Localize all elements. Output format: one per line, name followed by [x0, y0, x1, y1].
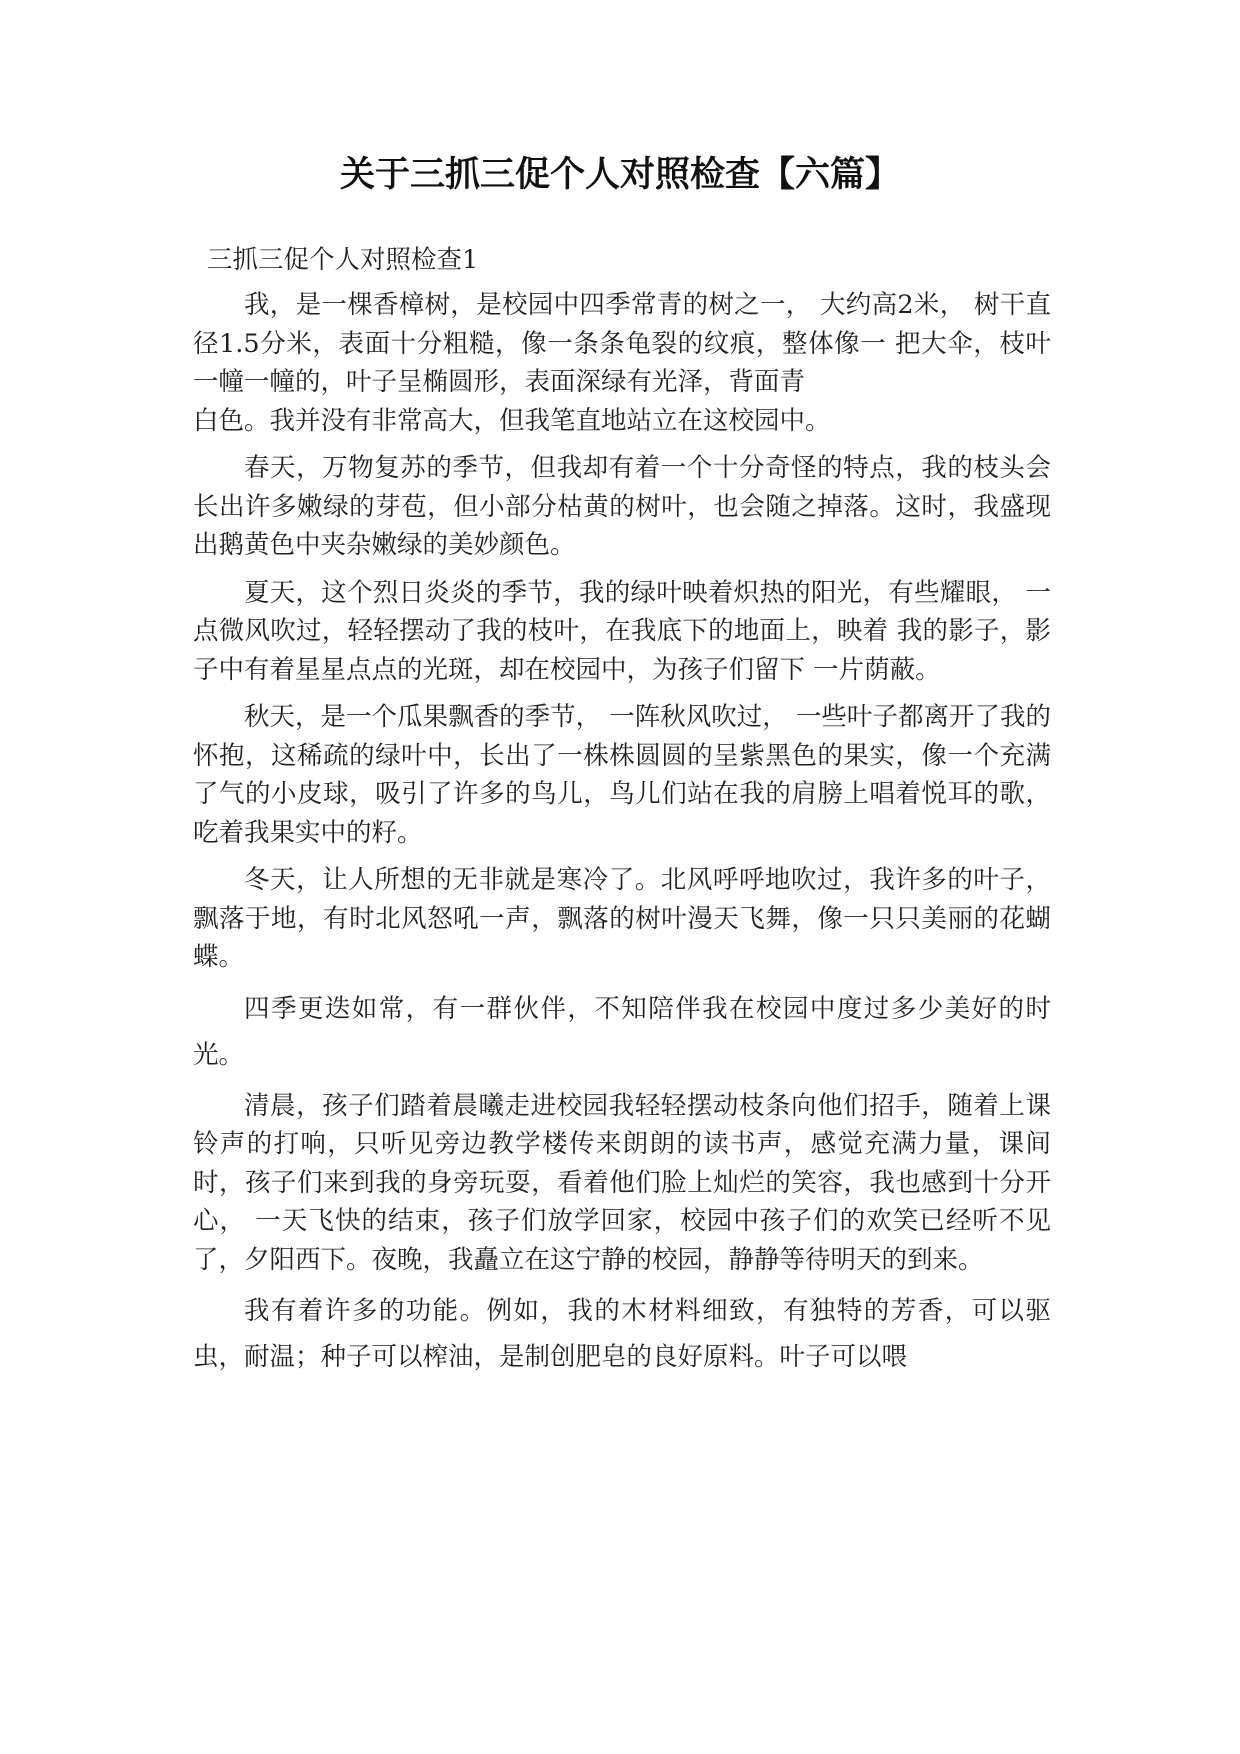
paragraph: 我有着许多的功能。例如，我的木材料细致，有独特的芳香，可以驱虫，耐温；种子可以榨油，是制创肥皂的良好原料。叶子可以喂 — [193, 1296, 1051, 1372]
paragraph: 冬天，让人所想的无非就是寒冷了。北风呼呼地吹过，我许多的叶子，飘落于地，有时北风怒吼一声，飘落的树叶漫天飞舞，像一只只美丽的花蝴蝶。 — [193, 865, 1051, 972]
paragraph: 秋天，是一个瓜果飘香的季节， 一阵秋风吹过， 一些叶子都离开了我的怀抱，这稀疏的绿叶中，长出了一株株圆圆的呈紫黑色的果实，像一个充满了气的小皮球，吸引了许多的鸟儿，鸟儿们站在我的肩膀上唱着悦耳的歌，吃着我果实中的籽。 — [193, 702, 1051, 848]
paragraph: 四季更迭如常，有一群伙伴，不知陪伴我在校园中度过多少美好的时光。 — [193, 993, 1051, 1070]
section-heading: 三抓三促个人对照检查1 — [207, 245, 479, 275]
document-body — [193, 240, 1051, 1389]
paragraph: 清晨，孩子们踏着晨曦走进校园我轻轻摆动枝条向他们招手，随着上课铃声的打响，只听见旁边教学楼传来朗朗的读书声，感觉充满力量，课间时，孩子们来到我的身旁玩耍，看着他们脸上灿烂的笑容，我也感到十分开心， 一天飞快的结束，孩子们放学回家，校园中孩子们的欢笑已经听不见了，夕阳西下。夜晚，我矗立在这宁静的校园，静静等待明天的到来。 — [193, 1090, 1051, 1275]
paragraph: 夏天，这个烈日炎炎的季节，我的绿叶映着炽热的阳光，有些耀眼， 一点微风吹过，轻轻摆动了我的枝叶，在我底下的地面上，映着 我的影子，影子中有着星星点点的光斑，却在校园中，为孩子们留下 一片荫蔽。 — [193, 577, 1051, 685]
paragraph: 春天，万物复苏的季节，但我却有着一个十分奇怪的特点，我的枝头会长出许多嫩绿的芽苞，但小部分枯黄的树叶，也会随之掉落。这时，我盛现出鹅黄色中夹杂嫩绿的美妙颜色。 — [193, 453, 1051, 560]
paragraph: 我，是一棵香樟树，是校园中四季常青的树之一， 大约高2米， 树干直径1.5分米，表面十分粗糙，像一条条龟裂的纹痕，整体像一 把大伞，枝叶一幢一幢的，叶子呈椭圆形，表面深绿有光泽，背面青 白色。我并没有非常高大，但我笔直地站立在这校园中。 — [193, 290, 1051, 436]
document-title: 关于三抓三促个人对照检查【六篇】 — [339, 155, 900, 195]
